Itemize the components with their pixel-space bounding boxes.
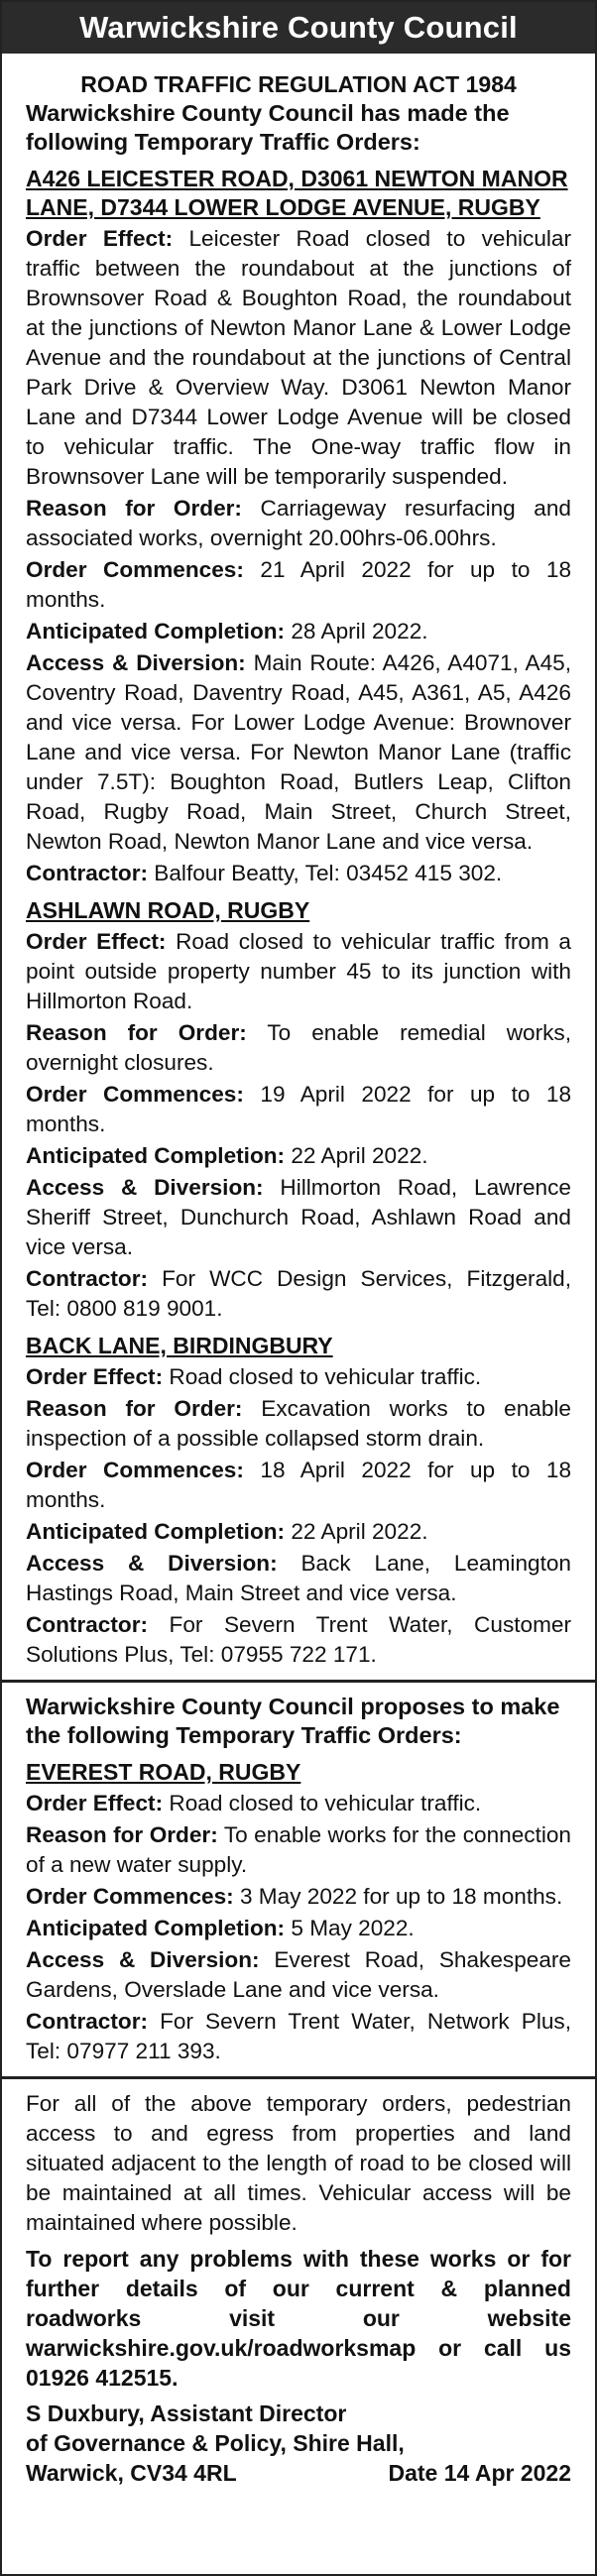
order-effect <box>26 1362 571 1392</box>
notice-date: Date 14 Apr 2022 <box>388 2460 571 2486</box>
order-reason-label: Reason for Order: <box>26 496 242 521</box>
order-notice <box>26 1332 571 1670</box>
order-reason <box>26 1018 571 1078</box>
order-title: EVEREST ROAD, RUGBY <box>26 1759 301 1785</box>
order-completion-value: 5 May 2022. <box>291 1916 415 1940</box>
order-effect-label: Order Effect: <box>26 1791 164 1815</box>
report-note: To report any problems with these works or for further details of our current & planned roadworks visit our website warwickshire.gov.uk/roadworksmap or call us 01926 412515. <box>26 2246 571 2391</box>
masthead-title: Warwickshire County Council <box>2 2 595 54</box>
pedestrian-note: For all of the above temporary orders, pedestrian access to and egress from properties and land situated adjacent to the length of road to be closed will be maintained at all times. Vehicular access will be maintained where possible. <box>26 2091 571 2235</box>
order-access <box>26 648 571 857</box>
order-commences-value: 3 May 2022 for up to 18 months. <box>239 1884 563 1909</box>
order-reason-label: Reason for Order: <box>26 1822 218 1847</box>
order-access <box>26 1549 571 1608</box>
intro-made: Warwickshire County Council has made the following Temporary Traffic Orders: <box>26 100 510 155</box>
order-commences-value: 19 April 2022 for up to 18 months. <box>26 1082 572 1136</box>
order-contractor <box>26 1264 571 1324</box>
order-reason-label: Reason for Order: <box>26 1396 243 1421</box>
order-commences-label: Order Commences: <box>26 1884 234 1909</box>
order-commences <box>26 1882 571 1912</box>
order-reason-value: To enable works for the connection of a new water supply. <box>26 1822 571 1877</box>
order-commences-label: Order Commences: <box>26 557 244 582</box>
order-contractor-label: Contractor: <box>26 1612 149 1637</box>
order-reason <box>26 1820 571 1880</box>
order-effect-label: Order Effect: <box>26 929 167 954</box>
section-divider <box>2 2076 595 2079</box>
order-contractor-value: For Severn Trent Water, Customer Solutions Plus, Tel: 07955 722 171. <box>26 1612 571 1667</box>
order-commences <box>26 1456 571 1515</box>
order-completion <box>26 1517 571 1547</box>
order-contractor-label: Contractor: <box>26 1266 149 1291</box>
order-completion <box>26 617 571 646</box>
order-contractor <box>26 2007 571 2066</box>
order-completion-label: Anticipated Completion: <box>26 619 286 644</box>
order-effect <box>26 1789 571 1818</box>
order-reason-value: To enable remedial works, overnight closures. <box>26 1020 571 1075</box>
order-reason-value: Excavation works to enable inspection of a possible collapsed storm drain. <box>26 1396 572 1451</box>
order-reason <box>26 1394 571 1454</box>
order-contractor-value: For Severn Trent Water, Network Plus, Tel: 07977 211 393. <box>26 2009 571 2063</box>
made-orders-list <box>26 165 571 1670</box>
order-effect <box>26 927 571 1016</box>
notice-body <box>2 54 595 2488</box>
order-commences <box>26 555 571 615</box>
order-notice <box>26 165 571 888</box>
order-access-label: Access & Diversion: <box>26 650 246 675</box>
order-contractor-value: For WCC Design Services, Fitzgerald, Tel: 0800 819 9001. <box>26 1266 571 1321</box>
order-access-label: Access & Diversion: <box>26 1947 260 1972</box>
intro-proposed: Warwickshire County Council proposes to make the following Temporary Traffic Orders: <box>26 1694 560 1748</box>
order-reason <box>26 494 571 553</box>
order-access-value: Back Lane, Leamington Hastings Road, Main Street and vice versa. <box>26 1551 571 1605</box>
order-contractor-label: Contractor: <box>26 861 149 885</box>
signatory <box>26 2399 571 2458</box>
order-completion <box>26 1914 571 1943</box>
order-notice <box>26 896 571 1324</box>
order-commences <box>26 1080 571 1139</box>
order-commences-value: 18 April 2022 for up to 18 months. <box>26 1458 572 1512</box>
order-completion-value: 28 April 2022. <box>291 619 428 644</box>
order-contractor <box>26 1610 571 1670</box>
proposed-orders-list <box>26 1758 571 2066</box>
order-completion <box>26 1141 571 1171</box>
order-contractor <box>26 859 571 888</box>
order-effect-value: Road closed to vehicular traffic. <box>169 1364 482 1389</box>
order-reason-label: Reason for Order: <box>26 1020 247 1045</box>
signatory-line-1: S Duxbury, Assistant Director <box>26 2400 347 2426</box>
order-reason-value: Carriageway resurfacing and associated works, overnight 20.00hrs-06.00hrs. <box>26 496 572 550</box>
order-access-label: Access & Diversion: <box>26 1175 264 1200</box>
section-divider <box>2 1680 595 1683</box>
signatory-address: Warwick, CV34 4RL <box>26 2460 237 2486</box>
order-effect-value: Road closed to vehicular traffic from a point outside property number 45 to its junction with Hillmorton Road. <box>26 929 571 1013</box>
order-completion-label: Anticipated Completion: <box>26 1143 286 1168</box>
order-effect-label: Order Effect: <box>26 226 174 251</box>
order-effect-value: Leicester Road closed to vehicular traffic between the roundabout at the junctions of Brownsover Road & Boughton Road, the roundabout at the junctions of Newton Manor Lane & Lower Lodge Avenue and the roundabout at the junctions of Central Park Drive & Overview Way. D3061 Newton Manor Lane and D7344 Lower Lodge Avenue will be closed to vehicular traffic. The One-way traffic flow in Brownsover Lane will be temporarily suspended. <box>26 226 571 489</box>
order-access <box>26 1173 571 1262</box>
order-access-value: Main Route: A426, A4071, A45, Coventry Road, Daventry Road, A45, A361, A5, A426 and vice versa. For Lower Lodge Avenue: Brownover Lane and vice versa. For Newton Manor Lane (traffic under 7.5T): Boughton Road, Butlers Leap, Clifton Road, Rugby Road, Main Street, Church Street, Newton Road, Newton Manor Lane and vice versa. <box>26 650 571 854</box>
order-contractor-value: Balfour Beatty, Tel: 03452 415 302. <box>154 861 503 885</box>
order-access-value: Hillmorton Road, Lawrence Sheriff Street, Dunchurch Road, Ashlawn Road and vice versa. <box>26 1175 571 1259</box>
order-effect-value: Road closed to vehicular traffic. <box>169 1791 482 1815</box>
order-effect-label: Order Effect: <box>26 1364 164 1389</box>
order-access-value: Everest Road, Shakespeare Gardens, Overslade Lane and vice versa. <box>26 1947 571 2002</box>
order-notice <box>26 1758 571 2066</box>
order-commences-label: Order Commences: <box>26 1082 244 1107</box>
order-completion-label: Anticipated Completion: <box>26 1916 286 1940</box>
order-completion-value: 22 April 2022. <box>291 1519 428 1544</box>
address-date-row <box>26 2458 571 2488</box>
act-heading: ROAD TRAFFIC REGULATION ACT 1984 <box>80 71 517 97</box>
order-access-label: Access & Diversion: <box>26 1551 278 1576</box>
order-commences-value: 21 April 2022 for up to 18 months. <box>26 557 572 612</box>
order-commences-label: Order Commences: <box>26 1458 244 1482</box>
order-effect <box>26 224 571 492</box>
signatory-line-2: of Governance & Policy, Shire Hall, <box>26 2430 405 2456</box>
order-completion-label: Anticipated Completion: <box>26 1519 286 1544</box>
order-access <box>26 1945 571 2005</box>
order-contractor-label: Contractor: <box>26 2009 149 2034</box>
order-title: A426 LEICESTER ROAD, D3061 NEWTON MANOR LANE, D7344 LOWER LODGE AVENUE, RUGBY <box>26 166 568 220</box>
order-title: BACK LANE, BIRDINGBURY <box>26 1333 333 1358</box>
order-completion-value: 22 April 2022. <box>291 1143 428 1168</box>
order-title: ASHLAWN ROAD, RUGBY <box>26 897 310 923</box>
